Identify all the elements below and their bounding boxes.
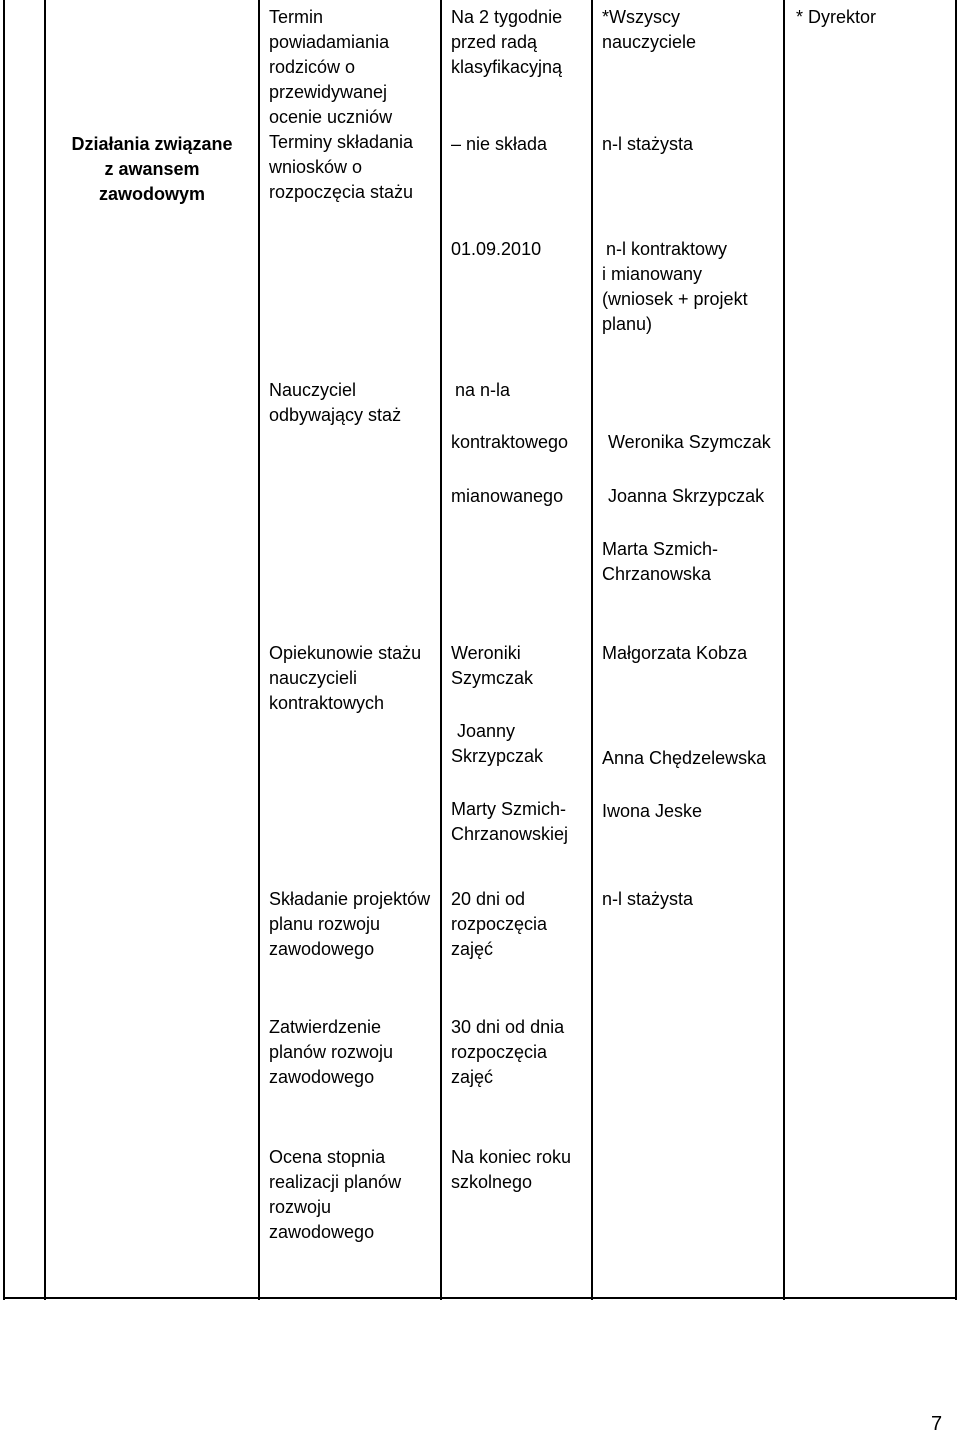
- row-label-line: przewidywanej: [269, 82, 388, 102]
- level-line: na n-la: [455, 380, 511, 400]
- table-border-left: [3, 0, 5, 1300]
- row-label-line: ocenie uczniów: [269, 107, 393, 127]
- row-label-line: kontraktowych: [269, 693, 385, 713]
- row-label-line: rodziców o: [269, 57, 356, 77]
- mentee-name: Joanny: [457, 721, 516, 741]
- responsible-line: n-l stażysta: [602, 889, 694, 909]
- teacher-name: Joanna Skrzypczak: [608, 486, 765, 506]
- mentee-name: Marty Szmich-: [451, 799, 567, 819]
- mentor-name: Iwona Jeske: [602, 801, 703, 821]
- deadline-line: 30 dni od dnia: [451, 1017, 565, 1037]
- page-number: 7: [931, 1413, 943, 1435]
- responsible-line: planu): [602, 314, 653, 334]
- mentee-name: Chrzanowskiej: [451, 824, 569, 844]
- mentor-name: Małgorzata Kobza: [602, 643, 748, 663]
- responsible-line: i mianowany: [602, 264, 703, 284]
- column-divider-3: [591, 0, 593, 1300]
- table-border-right: [955, 0, 957, 1300]
- teacher-name: Marta Szmich-: [602, 539, 719, 559]
- deadline-line: rozpoczęcia: [451, 914, 548, 934]
- deadline-line: rozpoczęcia: [451, 1042, 548, 1062]
- deadline-line: – nie składa: [451, 134, 548, 154]
- row-label-line: Ocena stopnia: [269, 1147, 386, 1167]
- column-divider-1: [258, 0, 260, 1300]
- row-label-line: zawodowego: [269, 1067, 375, 1087]
- deadline-line: klasyfikacyjną: [451, 57, 563, 77]
- row-label-line: realizacji planów: [269, 1172, 402, 1192]
- responsible-line: *Wszyscy: [602, 7, 680, 27]
- responsible-line: n-l kontraktowy: [606, 239, 728, 259]
- mentee-name: Weroniki: [451, 643, 521, 663]
- deadline-line: Na koniec roku: [451, 1147, 572, 1167]
- deadline-line: przed radą: [451, 32, 538, 52]
- row-label-line: odbywający staż: [269, 405, 402, 425]
- column-divider-4: [783, 0, 785, 1300]
- deadline-line: zajęć: [451, 1067, 494, 1087]
- responsible-line: nauczyciele: [602, 32, 697, 52]
- row-label-line: zawodowego: [269, 939, 375, 959]
- row-label-line: rozpoczęcia stażu: [269, 182, 414, 202]
- row-label-line: wniosków o: [269, 157, 363, 177]
- row-label-line: Opiekunowie stażu: [269, 643, 422, 663]
- supervisor-line: * Dyrektor: [796, 7, 877, 27]
- section-title-line: zawodowym: [98, 184, 205, 204]
- mentor-name: Anna Chędzelewska: [602, 748, 767, 768]
- deadline-line: szkolnego: [451, 1172, 533, 1192]
- section-title-line: z awansem: [104, 159, 200, 179]
- row-label-line: Składanie projektów: [269, 889, 431, 909]
- row-label-line: planów rozwoju: [269, 1042, 394, 1062]
- row-label-line: rozwoju: [269, 1197, 332, 1217]
- deadline-line: zajęć: [451, 939, 494, 959]
- mentee-name: Skrzypczak: [451, 746, 544, 766]
- deadline-line: 01.09.2010: [451, 239, 542, 259]
- teacher-name: Weronika Szymczak: [608, 432, 771, 452]
- teacher-name: Chrzanowska: [602, 564, 712, 584]
- responsible-line: n-l stażysta: [602, 134, 694, 154]
- row-label-line: Termin: [269, 7, 324, 27]
- row-label-line: Zatwierdzenie: [269, 1017, 382, 1037]
- row-label-line: planu rozwoju: [269, 914, 381, 934]
- level-line: kontraktowego: [451, 432, 569, 452]
- row-label-line: zawodowego: [269, 1222, 375, 1242]
- deadline-line: 20 dni od: [451, 889, 526, 909]
- row-label-line: Terminy składania: [269, 132, 414, 152]
- row-label-line: nauczycieli: [269, 668, 358, 688]
- row-label-line: Nauczyciel: [269, 380, 357, 400]
- table-border-bottom: [3, 1297, 957, 1299]
- column-divider-2: [440, 0, 442, 1300]
- row-label-line: powiadamiania: [269, 32, 390, 52]
- level-line: mianowanego: [451, 486, 564, 506]
- section-title-line: Działania związane: [71, 134, 233, 154]
- deadline-line: Na 2 tygodnie: [451, 7, 563, 27]
- responsible-line: (wniosek + projekt: [602, 289, 748, 309]
- mentee-name: Szymczak: [451, 668, 534, 688]
